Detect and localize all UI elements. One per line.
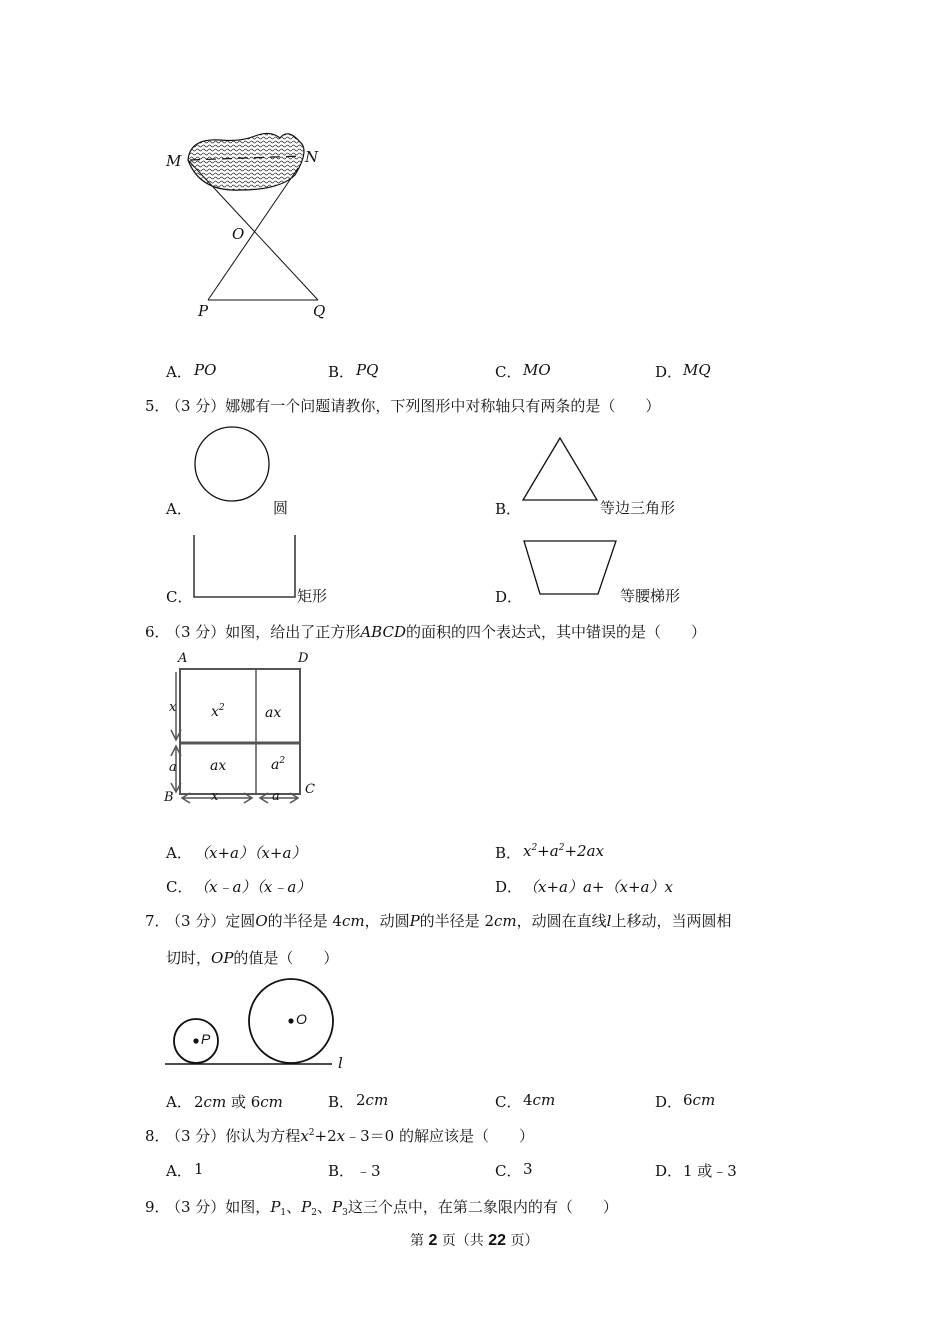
q5-option-d-caption: 等腰梯形	[620, 587, 681, 605]
q8-number: 8．	[145, 1127, 170, 1145]
q9-number: 9．	[145, 1198, 170, 1216]
q8-option-b[interactable]: ﹣3	[356, 1162, 381, 1180]
q6-cell-x2: $x^2$	[211, 703, 225, 720]
q5-option-a-caption: 圆	[273, 499, 289, 517]
q6-cell-ax-top: ax	[265, 705, 282, 721]
q7-option-a[interactable]: 2cm 或 6cm	[194, 1093, 283, 1111]
q7-option-c-letter[interactable]: C．	[495, 1093, 522, 1111]
trapezoid-shape	[520, 538, 620, 598]
q5-option-a-letter[interactable]: A．	[166, 500, 192, 518]
label-O: O	[232, 225, 245, 243]
q6-number: 6．	[145, 623, 170, 641]
page-total: 22	[488, 1232, 507, 1249]
q7-number: 7．	[145, 912, 170, 930]
q7-label-P: P	[201, 1031, 211, 1047]
q4-option-a[interactable]: PO	[194, 361, 217, 379]
q6-option-b[interactable]: $x^2+a^2+2ax$	[523, 842, 604, 860]
q6-label-A: A	[178, 651, 188, 666]
q8-option-d-letter[interactable]: D．	[655, 1162, 683, 1180]
label-Q: Q	[313, 302, 326, 320]
label-N: N	[305, 148, 319, 166]
q8-option-c-letter[interactable]: C．	[495, 1162, 522, 1180]
q8-option-a-letter[interactable]: A．	[166, 1162, 192, 1180]
q6-side-a: a	[169, 760, 177, 775]
q5-option-d-letter[interactable]: D．	[495, 588, 523, 606]
q6-label-D: D	[298, 651, 309, 666]
q7-option-d-letter[interactable]: D．	[655, 1093, 683, 1111]
q6-side-x: x	[169, 700, 177, 715]
q7-label-O: O	[296, 1011, 307, 1027]
q5-number: 5．	[145, 397, 170, 415]
q4-option-b[interactable]: PQ	[356, 361, 379, 379]
q6-option-a-letter[interactable]: A．	[166, 844, 192, 862]
q4-option-d-letter[interactable]: D．	[655, 363, 683, 381]
q9-stem: （3 分）如图，$P_1$、$P_2$、$P_3$这三个点中，在第二象限内的有（ ）	[166, 1198, 618, 1218]
q7-option-b-letter[interactable]: B．	[328, 1093, 355, 1111]
q5-option-c-caption: 矩形	[297, 587, 328, 605]
q8-stem: （3 分）你认为方程$x^2+2x﹣3=0$ 的解应该是（ ）	[166, 1127, 534, 1145]
triangle-shape	[520, 435, 600, 505]
q8-option-c[interactable]: 3	[523, 1160, 533, 1178]
q7-option-d[interactable]: 6cm	[683, 1091, 716, 1109]
q7-stem-line2: 切时，OP的值是（ ）	[166, 949, 339, 967]
q5-option-b-caption: 等边三角形	[600, 499, 676, 517]
q6-cell-ax-bottom: ax	[210, 758, 227, 774]
q5-stem: （3 分）娜娜有一个问题请教你，下列图形中对称轴只有两条的是（ ）	[166, 397, 661, 415]
label-P: P	[198, 302, 209, 320]
q4-option-d[interactable]: MQ	[683, 361, 711, 379]
q8-option-d[interactable]: 1 或﹣3	[683, 1162, 737, 1180]
q7-circles-figure	[160, 975, 360, 1075]
q6-bottom-x: x	[211, 789, 219, 804]
q5-option-b-letter[interactable]: B．	[495, 500, 522, 518]
q7-option-b[interactable]: 2cm	[356, 1091, 389, 1109]
q7-option-a-letter[interactable]: A．	[166, 1093, 192, 1111]
q8-option-b-letter[interactable]: B．	[328, 1162, 355, 1180]
circle-shape	[190, 425, 280, 505]
q7-option-c[interactable]: 4cm	[523, 1091, 556, 1109]
q5-option-c-letter[interactable]: C．	[166, 588, 193, 606]
q4-figure	[160, 120, 360, 330]
page-number: 2	[428, 1232, 438, 1249]
q6-option-b-letter[interactable]: B．	[495, 844, 522, 862]
page-footer: 第 2 页（共 22 页）	[410, 1232, 539, 1249]
q8-option-a[interactable]: 1	[194, 1160, 204, 1178]
shaded-region	[188, 133, 304, 190]
q6-stem: （3 分）如图，给出了正方形ABCD的面积的四个表达式，其中错误的是（ ）	[166, 623, 706, 641]
q6-cell-a2: $a^2$	[271, 756, 286, 773]
q6-label-C: C	[305, 782, 315, 797]
q6-bottom-a: a	[272, 789, 280, 804]
q6-option-c[interactable]: （x﹣a）（x﹣a）	[194, 878, 312, 896]
q6-label-B: B	[164, 790, 174, 805]
q7-stem-line1: （3 分）定圆O的半径是 4cm，动圆P的半径是 2cm，动圆在直线l上移动，当两圆相	[166, 912, 732, 930]
q6-option-c-letter[interactable]: C．	[166, 878, 193, 896]
q4-option-a-letter[interactable]: A．	[166, 363, 192, 381]
q4-option-c-letter[interactable]: C．	[495, 363, 522, 381]
rectangle-shape	[192, 535, 298, 605]
q6-option-d-letter[interactable]: D．	[495, 878, 523, 896]
q6-option-a[interactable]: （x+a）（x+a）	[194, 844, 307, 862]
q7-label-l: l	[338, 1054, 343, 1072]
q6-option-d[interactable]: （x+a）a+（x+a）x	[523, 878, 673, 896]
q4-option-b-letter[interactable]: B．	[328, 363, 355, 381]
q4-option-c[interactable]: MO	[523, 361, 551, 379]
label-M: M	[166, 152, 182, 170]
